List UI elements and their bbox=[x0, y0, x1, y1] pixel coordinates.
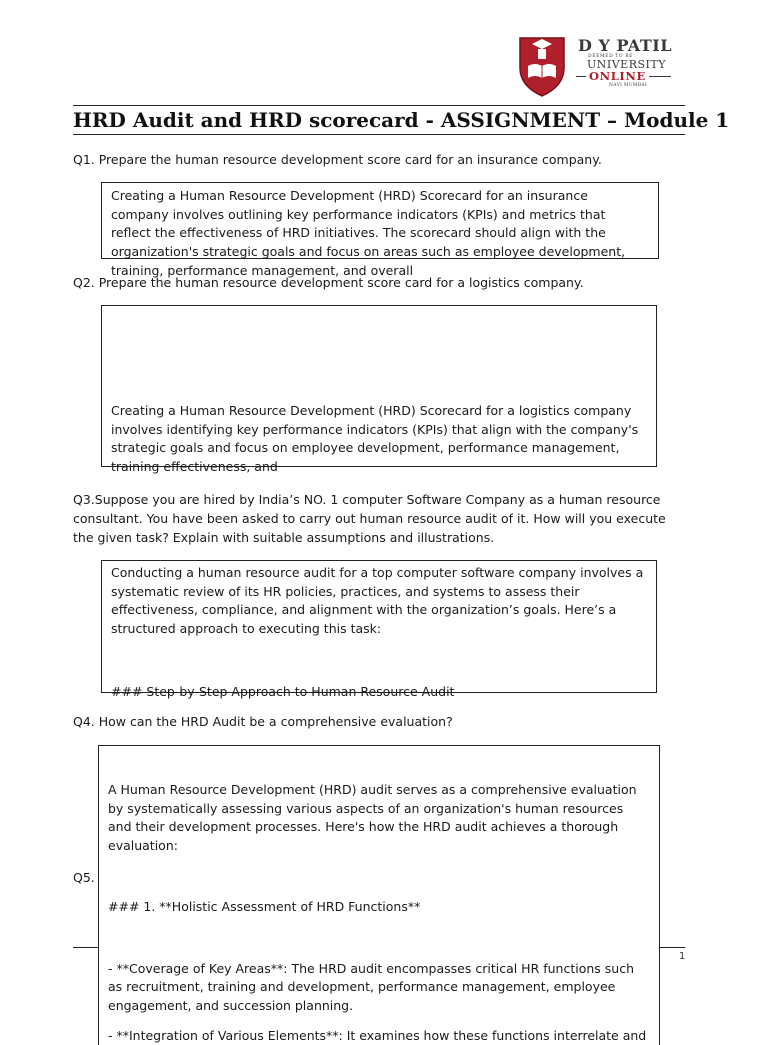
answer-4-textbox[interactable] bbox=[98, 745, 660, 1045]
logo-location: NAVI MUMBAI bbox=[609, 83, 648, 88]
page-number: 1 bbox=[679, 951, 686, 962]
logo-brand-name: D Y PATIL bbox=[578, 36, 672, 55]
logo-online-rule-right bbox=[649, 76, 671, 77]
answer-3-textbox[interactable] bbox=[101, 560, 657, 699]
logo-university: UNIVERSITY bbox=[587, 58, 666, 71]
answer-2-text: Creating a Human Resource Development (HRD) Scorecard for a logistics company involves identifying key performance indicators (KPIs) that align with the company's strategic goals and focus on employee development, performance management, training effectiveness, and bbox=[111, 403, 639, 475]
question-3: Q3.Suppose you are hired by India’s NO. 1 computer Software Company as a human resource consultant. You have been asked to carry out human resource audit of it. How will you execute the given task? Explain with suitable assumptions and illustrations. bbox=[73, 492, 666, 545]
answer-4-paragraph-2: ### 1. **Holistic Assessment of HRD Functions** bbox=[108, 898, 421, 914]
logo-online-rule-left bbox=[576, 76, 586, 77]
question-1: Q1. Prepare the human resource development score card for an insurance company. bbox=[73, 152, 602, 167]
answer-1-text: Creating a Human Resource Development (HRD) Scorecard for an insurance company involves outlining key performance indicators (KPIs) and metrics that reflect the effectiveness of HRD initiatives. The scorecard should align with the organization's strategic goals and focus on areas such as employee development, training, performance management, and overall bbox=[111, 188, 626, 278]
question-4: Q4. How can the HRD Audit be a comprehensive evaluation? bbox=[73, 714, 453, 729]
question-5: Q5. bbox=[73, 870, 95, 885]
title-bottom-rule bbox=[73, 134, 685, 135]
shield-icon bbox=[518, 34, 566, 98]
answer-4-paragraph-4: - **Integration of Various Elements**: It examines how these functions interrelate and bbox=[108, 1027, 647, 1043]
answer-3-paragraph-2: ### Step-by-Step Approach to Human Resource Audit bbox=[111, 683, 455, 699]
answer-2-textbox[interactable] bbox=[101, 305, 657, 475]
answer-1-textbox[interactable] bbox=[101, 182, 659, 278]
university-logo bbox=[512, 30, 682, 100]
logo-tagline: DEEMED TO BE bbox=[588, 54, 634, 59]
question-2: Q2. Prepare the human resource development score card for a logistics company. bbox=[73, 275, 584, 290]
page-title: HRD Audit and HRD scorecard - ASSIGNMENT – Module 1 bbox=[73, 108, 730, 132]
answer-4-paragraph-3: - **Coverage of Key Areas**: The HRD audit encompasses critical HR functions such as recruitment, training and development, performance management, employee engagement, and succession planning. bbox=[108, 960, 635, 1013]
answer-4-paragraph-1: A Human Resource Development (HRD) audit serves as a comprehensive evaluation by systematically assessing various aspects of an organization's human resources and their development processes. Here's how the HRD audit achieves a thorough evaluation: bbox=[108, 782, 637, 854]
answer-3-paragraph-1: Conducting a human resource audit for a top computer software company involves a systematic review of its HR policies, practices, and systems to assess their effectiveness, compliance, and alignment with the organization’s goals. Here’s a structured approach to executing this task: bbox=[111, 565, 644, 637]
logo-online: ONLINE bbox=[589, 69, 646, 83]
title-top-rule bbox=[73, 105, 685, 106]
